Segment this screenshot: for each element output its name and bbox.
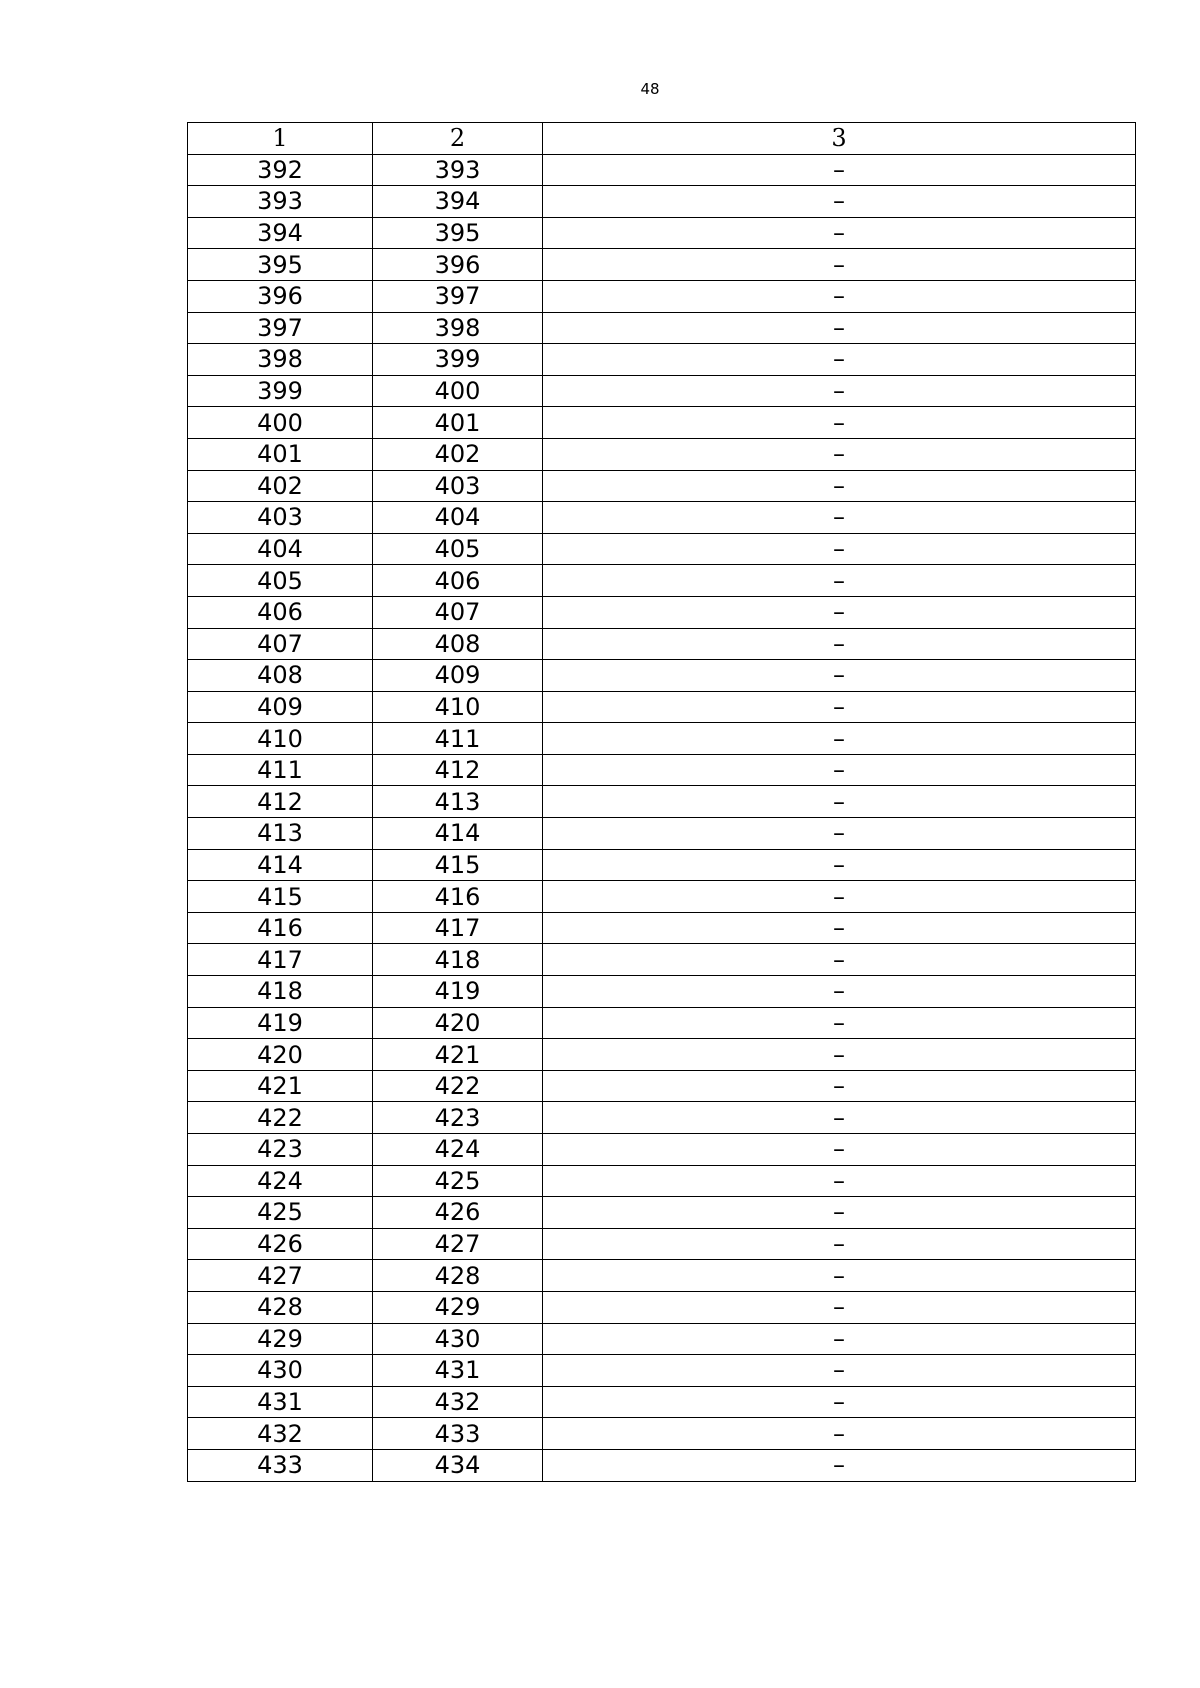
table-cell-col-1: 400 (188, 407, 373, 439)
table-row (188, 186, 1136, 218)
table-cell-col-3: – (543, 660, 1136, 692)
table-cell-col-2: 396 (373, 249, 543, 281)
table-cell-col-2: 416 (373, 881, 543, 913)
table-cell-col-1: 432 (188, 1418, 373, 1450)
table-cell-col-1: 404 (188, 533, 373, 565)
table-row (188, 249, 1136, 281)
table-row (188, 754, 1136, 786)
table-cell-col-1: 395 (188, 249, 373, 281)
column-header-3: 3 (543, 123, 1136, 155)
table-row (188, 217, 1136, 249)
table-cell-col-3: – (543, 312, 1136, 344)
table-cell-col-3: – (543, 502, 1136, 534)
table-cell-col-1: 415 (188, 881, 373, 913)
table-cell-col-3: – (543, 1007, 1136, 1039)
table-cell-col-2: 430 (373, 1323, 543, 1355)
table-cell-col-3: – (543, 596, 1136, 628)
table-cell-col-1: 412 (188, 786, 373, 818)
table-cell-col-2: 412 (373, 754, 543, 786)
table-cell-col-2: 402 (373, 438, 543, 470)
table-cell-col-3: – (543, 628, 1136, 660)
table-cell-col-2: 414 (373, 818, 543, 850)
table-cell-col-3: – (543, 375, 1136, 407)
table-cell-col-2: 409 (373, 660, 543, 692)
table-row (188, 818, 1136, 850)
table-row (188, 786, 1136, 818)
table-row (188, 1228, 1136, 1260)
table-cell-col-1: 407 (188, 628, 373, 660)
table-row (188, 976, 1136, 1008)
table-row (188, 407, 1136, 439)
table-cell-col-3: – (543, 1165, 1136, 1197)
table-cell-col-1: 418 (188, 976, 373, 1008)
table-cell-col-2: 394 (373, 186, 543, 218)
table-cell-col-1: 419 (188, 1007, 373, 1039)
table-cell-col-3: – (543, 691, 1136, 723)
table-cell-col-2: 415 (373, 849, 543, 881)
table-cell-col-3: – (543, 976, 1136, 1008)
table-cell-col-1: 401 (188, 438, 373, 470)
table-row (188, 1291, 1136, 1323)
table-cell-col-3: – (543, 438, 1136, 470)
table-row (188, 1355, 1136, 1387)
table-cell-col-3: – (543, 1260, 1136, 1292)
column-header-1: 1 (188, 123, 373, 155)
table-row (188, 154, 1136, 186)
table-cell-col-1: 425 (188, 1197, 373, 1229)
table-row (188, 660, 1136, 692)
table-cell-col-1: 406 (188, 596, 373, 628)
table-row (188, 470, 1136, 502)
table-body (188, 154, 1136, 1481)
table-cell-col-3: – (543, 754, 1136, 786)
table-cell-col-3: – (543, 1418, 1136, 1450)
table-cell-col-1: 405 (188, 565, 373, 597)
table-cell-col-3: – (543, 407, 1136, 439)
table-cell-col-3: – (543, 280, 1136, 312)
table-cell-col-1: 414 (188, 849, 373, 881)
table-row (188, 1449, 1136, 1481)
table-cell-col-1: 430 (188, 1355, 373, 1387)
table-cell-col-3: – (543, 912, 1136, 944)
table-cell-col-2: 434 (373, 1449, 543, 1481)
table-header (188, 123, 1136, 155)
table-cell-col-2: 404 (373, 502, 543, 534)
table-cell-col-2: 423 (373, 1102, 543, 1134)
table-row (188, 912, 1136, 944)
table-cell-col-3: – (543, 1323, 1136, 1355)
table-row (188, 502, 1136, 534)
table-cell-col-3: – (543, 249, 1136, 281)
table-row (188, 1134, 1136, 1166)
table-row (188, 1070, 1136, 1102)
table-cell-col-2: 421 (373, 1039, 543, 1071)
table-row (188, 1323, 1136, 1355)
table-cell-col-1: 409 (188, 691, 373, 723)
table-cell-col-1: 403 (188, 502, 373, 534)
table-cell-col-3: – (543, 1070, 1136, 1102)
table-cell-col-2: 420 (373, 1007, 543, 1039)
table-cell-col-2: 413 (373, 786, 543, 818)
table-cell-col-3: – (543, 1228, 1136, 1260)
table-row (188, 1386, 1136, 1418)
table-cell-col-3: – (543, 786, 1136, 818)
table-row (188, 849, 1136, 881)
table-cell-col-1: 392 (188, 154, 373, 186)
table-cell-col-3: – (543, 344, 1136, 376)
table-cell-col-1: 413 (188, 818, 373, 850)
table-cell-col-1: 416 (188, 912, 373, 944)
table-cell-col-1: 433 (188, 1449, 373, 1481)
table-cell-col-2: 403 (373, 470, 543, 502)
table-cell-col-3: – (543, 565, 1136, 597)
table-cell-col-3: – (543, 881, 1136, 913)
table-row (188, 375, 1136, 407)
table-cell-col-3: – (543, 1134, 1136, 1166)
table-cell-col-1: 420 (188, 1039, 373, 1071)
table-row (188, 1039, 1136, 1071)
table-cell-col-2: 397 (373, 280, 543, 312)
table-row (188, 438, 1136, 470)
table-cell-col-1: 426 (188, 1228, 373, 1260)
table-cell-col-2: 422 (373, 1070, 543, 1102)
table-cell-col-3: – (543, 1197, 1136, 1229)
table-cell-col-1: 428 (188, 1291, 373, 1323)
table-cell-col-3: – (543, 1449, 1136, 1481)
table-cell-col-2: 427 (373, 1228, 543, 1260)
table-cell-col-3: – (543, 154, 1136, 186)
table-row (188, 1197, 1136, 1229)
table-cell-col-1: 402 (188, 470, 373, 502)
table-row (188, 881, 1136, 913)
table-row (188, 1007, 1136, 1039)
table-cell-col-1: 411 (188, 754, 373, 786)
table-cell-col-2: 426 (373, 1197, 543, 1229)
table-cell-col-1: 394 (188, 217, 373, 249)
table-cell-col-2: 395 (373, 217, 543, 249)
page-number: 48 (640, 80, 660, 98)
table-cell-col-1: 429 (188, 1323, 373, 1355)
table-cell-col-3: – (543, 1386, 1136, 1418)
table-cell-col-3: – (543, 818, 1136, 850)
table-cell-col-2: 417 (373, 912, 543, 944)
table-cell-col-2: 405 (373, 533, 543, 565)
table-row (188, 628, 1136, 660)
table-cell-col-2: 400 (373, 375, 543, 407)
table-cell-col-3: – (543, 186, 1136, 218)
table-row (188, 1260, 1136, 1292)
table-cell-col-1: 399 (188, 375, 373, 407)
header-row (188, 123, 1136, 155)
table-cell-col-2: 408 (373, 628, 543, 660)
table-cell-col-3: – (543, 1355, 1136, 1387)
table-cell-col-3: – (543, 470, 1136, 502)
data-table (187, 122, 1136, 1482)
table-cell-col-1: 423 (188, 1134, 373, 1166)
table-row (188, 1418, 1136, 1450)
table-cell-col-2: 433 (373, 1418, 543, 1450)
table-cell-col-3: – (543, 1102, 1136, 1134)
table-row (188, 596, 1136, 628)
table-row (188, 344, 1136, 376)
table-row (188, 1102, 1136, 1134)
table-row (188, 1165, 1136, 1197)
table-cell-col-3: – (543, 1039, 1136, 1071)
table-cell-col-2: 428 (373, 1260, 543, 1292)
table-cell-col-1: 397 (188, 312, 373, 344)
table-cell-col-3: – (543, 1291, 1136, 1323)
table-row (188, 723, 1136, 755)
table-cell-col-2: 410 (373, 691, 543, 723)
table-row (188, 312, 1136, 344)
table-cell-col-2: 411 (373, 723, 543, 755)
table-cell-col-2: 431 (373, 1355, 543, 1387)
table-cell-col-1: 424 (188, 1165, 373, 1197)
table-cell-col-2: 424 (373, 1134, 543, 1166)
table-row (188, 533, 1136, 565)
column-header-2: 2 (373, 123, 543, 155)
table-cell-col-1: 421 (188, 1070, 373, 1102)
table-cell-col-3: – (543, 723, 1136, 755)
table-cell-col-2: 393 (373, 154, 543, 186)
table-row (188, 944, 1136, 976)
table-cell-col-2: 432 (373, 1386, 543, 1418)
table-cell-col-3: – (543, 217, 1136, 249)
table-cell-col-3: – (543, 849, 1136, 881)
table-cell-col-1: 408 (188, 660, 373, 692)
table-cell-col-3: – (543, 944, 1136, 976)
table-cell-col-1: 422 (188, 1102, 373, 1134)
table-cell-col-2: 419 (373, 976, 543, 1008)
table-row (188, 691, 1136, 723)
table-cell-col-2: 398 (373, 312, 543, 344)
table-cell-col-2: 418 (373, 944, 543, 976)
table-cell-col-2: 425 (373, 1165, 543, 1197)
table-cell-col-1: 417 (188, 944, 373, 976)
table-cell-col-2: 407 (373, 596, 543, 628)
table-cell-col-2: 429 (373, 1291, 543, 1323)
table-cell-col-2: 401 (373, 407, 543, 439)
table-cell-col-1: 393 (188, 186, 373, 218)
table-cell-col-2: 406 (373, 565, 543, 597)
table-cell-col-1: 398 (188, 344, 373, 376)
table-row (188, 280, 1136, 312)
table-cell-col-1: 396 (188, 280, 373, 312)
table-row (188, 565, 1136, 597)
table-cell-col-2: 399 (373, 344, 543, 376)
table-cell-col-1: 427 (188, 1260, 373, 1292)
table-cell-col-1: 410 (188, 723, 373, 755)
table-cell-col-3: – (543, 533, 1136, 565)
table-cell-col-1: 431 (188, 1386, 373, 1418)
